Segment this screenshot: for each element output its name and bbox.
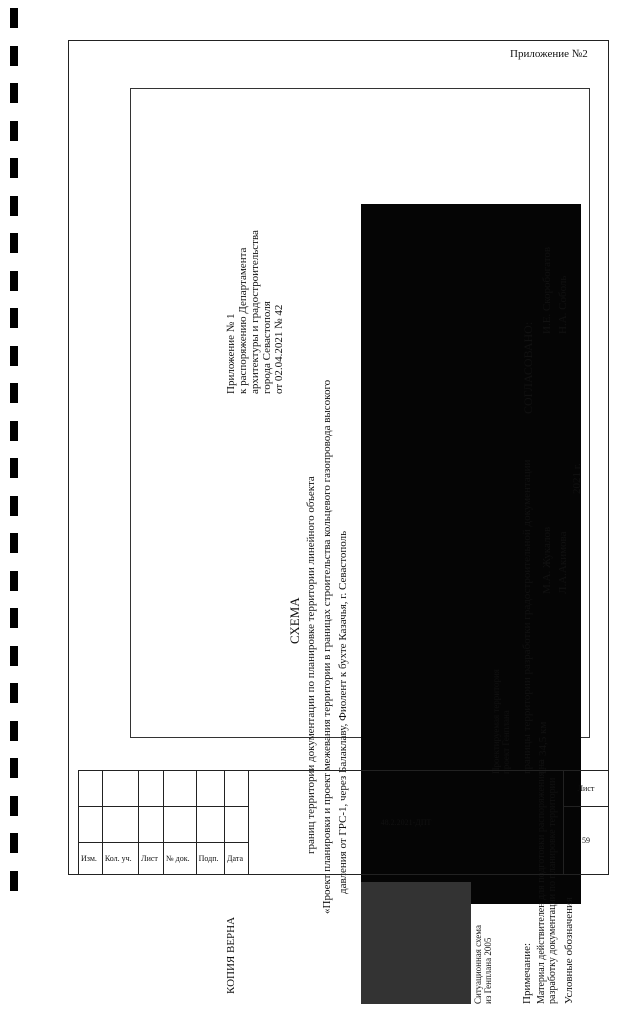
appendix-label: Приложение №2 [510,48,588,60]
doc-code: 48.2.2021-ДПТ [249,771,564,875]
col-list: Лист [139,842,164,874]
title-block [78,770,609,875]
signer-2: Н.А. Соболь [557,275,569,334]
binder-mark [10,833,18,853]
binder-mark [10,721,18,741]
binder-mark [10,758,18,778]
signer-4: Л.А.Акимова [557,531,569,594]
legend-items: границы территории разработки градостроительной документации [521,459,533,774]
binder-mark [10,421,18,441]
rotated-content [221,174,581,1014]
col-kol: Кол. уч. [102,842,138,874]
doc-title: СХЕМА [287,597,302,644]
binder-mark [10,308,18,328]
binder-mark [10,233,18,253]
agreed-label: СОГЛАСОВАНО: [521,321,535,414]
binder-mark [10,571,18,591]
note-title: Примечание: [521,942,533,1004]
inset2-caption: Проектируемая территория проект Генплана [491,669,511,774]
signer-1: И.Е. Скоробогатов [541,246,553,334]
copy-stamp: КОПИЯ ВЕРНА [225,916,237,994]
binder-mark [10,383,18,403]
col-podp: Подп. [196,842,224,874]
col-izm: Изм. [79,842,103,874]
binder-mark [10,533,18,553]
binder-mark [10,871,18,891]
binder-mark [10,158,18,178]
year-label: 2021 г. [571,463,583,494]
binder-mark [10,608,18,628]
binder-mark [10,46,18,66]
binder-mark [10,496,18,516]
doc-subtitle: границ территории документации по планировке территории линейного объекта [305,476,317,854]
binder-mark [10,796,18,816]
binder-mark [10,8,18,28]
header-small: Приложение № 1 к распоряжению Департамента архитектуры и градостроительства города Севастополя от 02.04.2021 № 42 [225,230,285,394]
binder-mark [10,646,18,666]
inset1-caption: Ситуационная схема из Генплана 2005 [473,925,493,1004]
binder-mark [10,196,18,216]
inset-map-1 [361,882,471,1004]
doc-subtitle-3: давления от ГРС-1, через Балаклаву, Фиолент к бухте Казачья, г. Севастополь [337,530,349,894]
note-text: Материал действителен для подготовки распоряжения на разработку документации по планировке территории [536,759,558,1004]
sheet-number: 59 [564,806,609,874]
col-doc: № док. [164,842,197,874]
binder-mark [10,271,18,291]
sheet-label: Лист [564,771,609,807]
binder-mark [10,683,18,703]
length-label: L = 34,5 км [537,721,549,774]
signer-3: М.А. Жукалов [541,526,553,594]
binder-mark [10,121,18,141]
binder-mark [10,83,18,103]
binder-mark [10,346,18,366]
doc-subtitle-2: «Проект планировки и проект межевания территории в границах строительства кольцевого газопровода высокого [321,379,333,914]
binder-mark [10,458,18,478]
col-data: Дата [225,842,249,874]
legend-title: Условные обозначения [563,897,575,1004]
